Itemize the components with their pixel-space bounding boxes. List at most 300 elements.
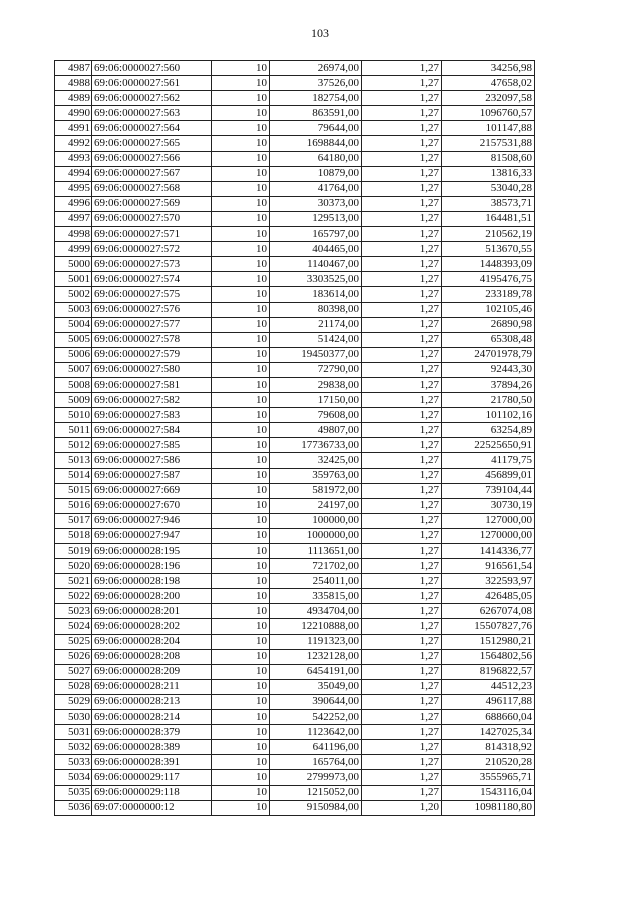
result-cell: 63254,89 xyxy=(442,423,535,438)
cadastral-number-cell: 69:06:0000027:580 xyxy=(92,362,212,377)
rate-cell: 10 xyxy=(212,785,270,800)
coefficient-cell: 1,27 xyxy=(362,211,442,226)
table-row xyxy=(55,468,535,483)
result-cell: 739104,44 xyxy=(442,483,535,498)
coefficient-cell: 1,27 xyxy=(362,483,442,498)
value-cell: 10879,00 xyxy=(270,166,362,181)
row-number-cell: 5004 xyxy=(55,317,92,332)
value-cell: 32425,00 xyxy=(270,453,362,468)
cadastral-number-cell: 69:06:0000027:584 xyxy=(92,423,212,438)
coefficient-cell: 1,27 xyxy=(362,589,442,604)
table-row xyxy=(55,257,535,272)
value-cell: 721702,00 xyxy=(270,559,362,574)
value-cell: 51424,00 xyxy=(270,332,362,347)
row-number-cell: 5013 xyxy=(55,453,92,468)
cadastral-number-cell: 69:06:0000027:561 xyxy=(92,76,212,91)
coefficient-cell: 1,27 xyxy=(362,559,442,574)
value-cell: 404465,00 xyxy=(270,242,362,257)
cadastral-number-cell: 69:06:0000027:574 xyxy=(92,272,212,287)
rate-cell: 10 xyxy=(212,634,270,649)
table-row xyxy=(55,106,535,121)
table-row xyxy=(55,513,535,528)
coefficient-cell: 1,27 xyxy=(362,227,442,242)
rate-cell: 10 xyxy=(212,694,270,709)
coefficient-cell: 1,27 xyxy=(362,362,442,377)
table-row xyxy=(55,589,535,604)
coefficient-cell: 1,27 xyxy=(362,604,442,619)
rate-cell: 10 xyxy=(212,604,270,619)
coefficient-cell: 1,27 xyxy=(362,408,442,423)
coefficient-cell: 1,27 xyxy=(362,710,442,725)
result-cell: 24701978,79 xyxy=(442,347,535,362)
cadastral-number-cell: 69:06:0000028:209 xyxy=(92,664,212,679)
value-cell: 254011,00 xyxy=(270,574,362,589)
result-cell: 38573,71 xyxy=(442,196,535,211)
cadastral-number-cell: 69:06:0000028:208 xyxy=(92,649,212,664)
row-number-cell: 4997 xyxy=(55,211,92,226)
row-number-cell: 4998 xyxy=(55,227,92,242)
cadastral-number-cell: 69:06:0000027:566 xyxy=(92,151,212,166)
value-cell: 100000,00 xyxy=(270,513,362,528)
result-cell: 426485,05 xyxy=(442,589,535,604)
row-number-cell: 5036 xyxy=(55,800,92,815)
cadastral-number-cell: 69:06:0000027:571 xyxy=(92,227,212,242)
rate-cell: 10 xyxy=(212,574,270,589)
result-cell: 210520,28 xyxy=(442,755,535,770)
table-row xyxy=(55,634,535,649)
coefficient-cell: 1,27 xyxy=(362,121,442,136)
cadastral-number-cell: 69:06:0000028:211 xyxy=(92,679,212,694)
table-row xyxy=(55,377,535,392)
row-number-cell: 5003 xyxy=(55,302,92,317)
value-cell: 80398,00 xyxy=(270,302,362,317)
rate-cell: 10 xyxy=(212,317,270,332)
row-number-cell: 5015 xyxy=(55,483,92,498)
cadastral-number-cell: 69:06:0000028:202 xyxy=(92,619,212,634)
coefficient-cell: 1,20 xyxy=(362,800,442,815)
cadastral-number-cell: 69:06:0000027:568 xyxy=(92,181,212,196)
result-cell: 233189,78 xyxy=(442,287,535,302)
value-cell: 390644,00 xyxy=(270,694,362,709)
table-row xyxy=(55,649,535,664)
cadastral-number-cell: 69:06:0000028:195 xyxy=(92,544,212,559)
coefficient-cell: 1,27 xyxy=(362,393,442,408)
table-row xyxy=(55,91,535,106)
rate-cell: 10 xyxy=(212,166,270,181)
row-number-cell: 4996 xyxy=(55,196,92,211)
cadastral-number-cell: 69:07:0000000:12 xyxy=(92,800,212,815)
table-row xyxy=(55,347,535,362)
table-row xyxy=(55,151,535,166)
row-number-cell: 5005 xyxy=(55,332,92,347)
result-cell: 13816,33 xyxy=(442,166,535,181)
coefficient-cell: 1,27 xyxy=(362,136,442,151)
row-number-cell: 5009 xyxy=(55,393,92,408)
table-row xyxy=(55,76,535,91)
result-cell: 21780,50 xyxy=(442,393,535,408)
table-row xyxy=(55,694,535,709)
value-cell: 581972,00 xyxy=(270,483,362,498)
table-row xyxy=(55,272,535,287)
rate-cell: 10 xyxy=(212,257,270,272)
result-cell: 210562,19 xyxy=(442,227,535,242)
rate-cell: 10 xyxy=(212,498,270,513)
coefficient-cell: 1,27 xyxy=(362,453,442,468)
value-cell: 1191323,00 xyxy=(270,634,362,649)
cadastral-number-cell: 69:06:0000027:563 xyxy=(92,106,212,121)
cadastral-number-cell: 69:06:0000027:560 xyxy=(92,61,212,76)
result-cell: 30730,19 xyxy=(442,498,535,513)
value-cell: 21174,00 xyxy=(270,317,362,332)
result-cell: 34256,98 xyxy=(442,61,535,76)
rate-cell: 10 xyxy=(212,302,270,317)
value-cell: 641196,00 xyxy=(270,740,362,755)
coefficient-cell: 1,27 xyxy=(362,649,442,664)
row-number-cell: 5018 xyxy=(55,528,92,543)
rate-cell: 10 xyxy=(212,483,270,498)
result-cell: 232097,58 xyxy=(442,91,535,106)
result-cell: 164481,51 xyxy=(442,211,535,226)
cadastral-number-cell: 69:06:0000027:570 xyxy=(92,211,212,226)
cadastral-number-cell: 69:06:0000027:575 xyxy=(92,287,212,302)
table-row xyxy=(55,302,535,317)
rate-cell: 10 xyxy=(212,332,270,347)
rate-cell: 10 xyxy=(212,664,270,679)
coefficient-cell: 1,27 xyxy=(362,287,442,302)
result-cell: 81508,60 xyxy=(442,151,535,166)
value-cell: 165764,00 xyxy=(270,755,362,770)
cadastral-number-cell: 69:06:0000027:565 xyxy=(92,136,212,151)
result-cell: 6267074,08 xyxy=(442,604,535,619)
result-cell: 102105,46 xyxy=(442,302,535,317)
value-cell: 29838,00 xyxy=(270,377,362,392)
value-cell: 359763,00 xyxy=(270,468,362,483)
value-cell: 1113651,00 xyxy=(270,544,362,559)
cadastral-value-table xyxy=(54,60,535,816)
cadastral-number-cell: 69:06:0000027:562 xyxy=(92,91,212,106)
table-row xyxy=(55,740,535,755)
result-cell: 513670,55 xyxy=(442,242,535,257)
cadastral-number-cell: 69:06:0000027:947 xyxy=(92,528,212,543)
table-row xyxy=(55,121,535,136)
coefficient-cell: 1,27 xyxy=(362,257,442,272)
cadastral-number-cell: 69:06:0000027:569 xyxy=(92,196,212,211)
rate-cell: 10 xyxy=(212,196,270,211)
value-cell: 1215052,00 xyxy=(270,785,362,800)
coefficient-cell: 1,27 xyxy=(362,332,442,347)
result-cell: 127000,00 xyxy=(442,513,535,528)
result-cell: 496117,88 xyxy=(442,694,535,709)
table-row xyxy=(55,453,535,468)
result-cell: 2157531,88 xyxy=(442,136,535,151)
result-cell: 3555965,71 xyxy=(442,770,535,785)
coefficient-cell: 1,27 xyxy=(362,740,442,755)
coefficient-cell: 1,27 xyxy=(362,347,442,362)
row-number-cell: 4993 xyxy=(55,151,92,166)
cadastral-number-cell: 69:06:0000027:579 xyxy=(92,347,212,362)
coefficient-cell: 1,27 xyxy=(362,498,442,513)
coefficient-cell: 1,27 xyxy=(362,785,442,800)
rate-cell: 10 xyxy=(212,61,270,76)
value-cell: 17736733,00 xyxy=(270,438,362,453)
table-row xyxy=(55,166,535,181)
cadastral-number-cell: 69:06:0000027:669 xyxy=(92,483,212,498)
coefficient-cell: 1,27 xyxy=(362,317,442,332)
table-row xyxy=(55,664,535,679)
row-number-cell: 5027 xyxy=(55,664,92,679)
row-number-cell: 4990 xyxy=(55,106,92,121)
rate-cell: 10 xyxy=(212,800,270,815)
row-number-cell: 5033 xyxy=(55,755,92,770)
table-row xyxy=(55,710,535,725)
table-row xyxy=(55,196,535,211)
cadastral-number-cell: 69:06:0000027:567 xyxy=(92,166,212,181)
row-number-cell: 5024 xyxy=(55,619,92,634)
rate-cell: 10 xyxy=(212,211,270,226)
cadastral-number-cell: 69:06:0000028:389 xyxy=(92,740,212,755)
coefficient-cell: 1,27 xyxy=(362,574,442,589)
rate-cell: 10 xyxy=(212,770,270,785)
result-cell: 814318,92 xyxy=(442,740,535,755)
rate-cell: 10 xyxy=(212,468,270,483)
table-row xyxy=(55,725,535,740)
rate-cell: 10 xyxy=(212,559,270,574)
rate-cell: 10 xyxy=(212,377,270,392)
table-row xyxy=(55,800,535,815)
page-number: 103 xyxy=(311,26,329,40)
coefficient-cell: 1,27 xyxy=(362,694,442,709)
value-cell: 19450377,00 xyxy=(270,347,362,362)
value-cell: 9150984,00 xyxy=(270,800,362,815)
row-number-cell: 5008 xyxy=(55,377,92,392)
cadastral-number-cell: 69:06:0000028:391 xyxy=(92,755,212,770)
result-cell: 1564802,56 xyxy=(442,649,535,664)
result-cell: 44512,23 xyxy=(442,679,535,694)
cadastral-number-cell: 69:06:0000027:587 xyxy=(92,468,212,483)
coefficient-cell: 1,27 xyxy=(362,755,442,770)
row-number-cell: 4992 xyxy=(55,136,92,151)
rate-cell: 10 xyxy=(212,362,270,377)
value-cell: 41764,00 xyxy=(270,181,362,196)
result-cell: 1512980,21 xyxy=(442,634,535,649)
result-cell: 10981180,80 xyxy=(442,800,535,815)
row-number-cell: 5025 xyxy=(55,634,92,649)
row-number-cell: 5020 xyxy=(55,559,92,574)
table-row xyxy=(55,619,535,634)
value-cell: 17150,00 xyxy=(270,393,362,408)
table-row xyxy=(55,574,535,589)
cadastral-number-cell: 69:06:0000028:214 xyxy=(92,710,212,725)
row-number-cell: 5001 xyxy=(55,272,92,287)
coefficient-cell: 1,27 xyxy=(362,664,442,679)
coefficient-cell: 1,27 xyxy=(362,513,442,528)
cadastral-number-cell: 69:06:0000027:670 xyxy=(92,498,212,513)
cadastral-number-cell: 69:06:0000027:582 xyxy=(92,393,212,408)
rate-cell: 10 xyxy=(212,287,270,302)
result-cell: 22525650,91 xyxy=(442,438,535,453)
table-row xyxy=(55,181,535,196)
rate-cell: 10 xyxy=(212,619,270,634)
result-cell: 8196822,57 xyxy=(442,664,535,679)
cadastral-number-cell: 69:06:0000028:213 xyxy=(92,694,212,709)
row-number-cell: 4994 xyxy=(55,166,92,181)
table-row xyxy=(55,438,535,453)
rate-cell: 10 xyxy=(212,106,270,121)
table-row xyxy=(55,287,535,302)
result-cell: 101147,88 xyxy=(442,121,535,136)
result-cell: 1096760,57 xyxy=(442,106,535,121)
row-number-cell: 4999 xyxy=(55,242,92,257)
table-row xyxy=(55,679,535,694)
row-number-cell: 5010 xyxy=(55,408,92,423)
coefficient-cell: 1,27 xyxy=(362,242,442,257)
table-row xyxy=(55,528,535,543)
value-cell: 1232128,00 xyxy=(270,649,362,664)
coefficient-cell: 1,27 xyxy=(362,196,442,211)
table-row xyxy=(55,136,535,151)
value-cell: 26974,00 xyxy=(270,61,362,76)
result-cell: 53040,28 xyxy=(442,181,535,196)
coefficient-cell: 1,27 xyxy=(362,61,442,76)
value-cell: 182754,00 xyxy=(270,91,362,106)
value-cell: 335815,00 xyxy=(270,589,362,604)
coefficient-cell: 1,27 xyxy=(362,770,442,785)
table-row xyxy=(55,544,535,559)
result-cell: 92443,30 xyxy=(442,362,535,377)
table-row xyxy=(55,770,535,785)
coefficient-cell: 1,27 xyxy=(362,272,442,287)
row-number-cell: 5019 xyxy=(55,544,92,559)
value-cell: 79608,00 xyxy=(270,408,362,423)
cadastral-number-cell: 69:06:0000028:196 xyxy=(92,559,212,574)
rate-cell: 10 xyxy=(212,347,270,362)
rate-cell: 10 xyxy=(212,725,270,740)
row-number-cell: 5034 xyxy=(55,770,92,785)
table-row xyxy=(55,423,535,438)
rate-cell: 10 xyxy=(212,272,270,287)
rate-cell: 10 xyxy=(212,181,270,196)
rate-cell: 10 xyxy=(212,710,270,725)
result-cell: 47658,02 xyxy=(442,76,535,91)
value-cell: 1000000,00 xyxy=(270,528,362,543)
cadastral-number-cell: 69:06:0000027:576 xyxy=(92,302,212,317)
cadastral-number-cell: 69:06:0000027:564 xyxy=(92,121,212,136)
value-cell: 37526,00 xyxy=(270,76,362,91)
value-cell: 1698844,00 xyxy=(270,136,362,151)
row-number-cell: 5017 xyxy=(55,513,92,528)
rate-cell: 10 xyxy=(212,121,270,136)
row-number-cell: 5031 xyxy=(55,725,92,740)
row-number-cell: 5021 xyxy=(55,574,92,589)
table-row xyxy=(55,408,535,423)
cadastral-number-cell: 69:06:0000027:572 xyxy=(92,242,212,257)
cadastral-number-cell: 69:06:0000027:577 xyxy=(92,317,212,332)
result-cell: 101102,16 xyxy=(442,408,535,423)
table-row xyxy=(55,785,535,800)
coefficient-cell: 1,27 xyxy=(362,438,442,453)
result-cell: 41179,75 xyxy=(442,453,535,468)
rate-cell: 10 xyxy=(212,740,270,755)
rate-cell: 10 xyxy=(212,755,270,770)
value-cell: 1123642,00 xyxy=(270,725,362,740)
value-cell: 183614,00 xyxy=(270,287,362,302)
row-number-cell: 5022 xyxy=(55,589,92,604)
coefficient-cell: 1,27 xyxy=(362,544,442,559)
coefficient-cell: 1,27 xyxy=(362,181,442,196)
rate-cell: 10 xyxy=(212,513,270,528)
row-number-cell: 5000 xyxy=(55,257,92,272)
row-number-cell: 5012 xyxy=(55,438,92,453)
result-cell: 688660,04 xyxy=(442,710,535,725)
table-row xyxy=(55,393,535,408)
result-cell: 15507827,76 xyxy=(442,619,535,634)
cadastral-number-cell: 69:06:0000028:204 xyxy=(92,634,212,649)
result-cell: 4195476,75 xyxy=(442,272,535,287)
row-number-cell: 4989 xyxy=(55,91,92,106)
table-row xyxy=(55,242,535,257)
coefficient-cell: 1,27 xyxy=(362,151,442,166)
coefficient-cell: 1,27 xyxy=(362,619,442,634)
value-cell: 2799973,00 xyxy=(270,770,362,785)
rate-cell: 10 xyxy=(212,242,270,257)
rate-cell: 10 xyxy=(212,76,270,91)
result-cell: 916561,54 xyxy=(442,559,535,574)
rate-cell: 10 xyxy=(212,453,270,468)
cadastral-number-cell: 69:06:0000029:117 xyxy=(92,770,212,785)
rate-cell: 10 xyxy=(212,544,270,559)
result-cell: 26890,98 xyxy=(442,317,535,332)
value-cell: 49807,00 xyxy=(270,423,362,438)
result-cell: 65308,48 xyxy=(442,332,535,347)
coefficient-cell: 1,27 xyxy=(362,166,442,181)
result-cell: 456899,01 xyxy=(442,468,535,483)
table-row xyxy=(55,559,535,574)
coefficient-cell: 1,27 xyxy=(362,302,442,317)
result-cell: 322593,97 xyxy=(442,574,535,589)
row-number-cell: 5029 xyxy=(55,694,92,709)
cadastral-number-cell: 69:06:0000028:201 xyxy=(92,604,212,619)
coefficient-cell: 1,27 xyxy=(362,468,442,483)
result-cell: 37894,26 xyxy=(442,377,535,392)
coefficient-cell: 1,27 xyxy=(362,377,442,392)
table-row xyxy=(55,317,535,332)
rate-cell: 10 xyxy=(212,393,270,408)
row-number-cell: 4995 xyxy=(55,181,92,196)
cadastral-number-cell: 69:06:0000028:198 xyxy=(92,574,212,589)
value-cell: 3303525,00 xyxy=(270,272,362,287)
value-cell: 24197,00 xyxy=(270,498,362,513)
value-cell: 1140467,00 xyxy=(270,257,362,272)
row-number-cell: 4987 xyxy=(55,61,92,76)
rate-cell: 10 xyxy=(212,408,270,423)
rate-cell: 10 xyxy=(212,227,270,242)
coefficient-cell: 1,27 xyxy=(362,725,442,740)
table-row xyxy=(55,483,535,498)
result-cell: 1270000,00 xyxy=(442,528,535,543)
cadastral-number-cell: 69:06:0000027:581 xyxy=(92,377,212,392)
rate-cell: 10 xyxy=(212,151,270,166)
rate-cell: 10 xyxy=(212,438,270,453)
row-number-cell: 5026 xyxy=(55,649,92,664)
result-cell: 1414336,77 xyxy=(442,544,535,559)
table-row xyxy=(55,61,535,76)
row-number-cell: 5016 xyxy=(55,498,92,513)
row-number-cell: 5023 xyxy=(55,604,92,619)
value-cell: 72790,00 xyxy=(270,362,362,377)
rate-cell: 10 xyxy=(212,589,270,604)
row-number-cell: 4991 xyxy=(55,121,92,136)
rate-cell: 10 xyxy=(212,91,270,106)
